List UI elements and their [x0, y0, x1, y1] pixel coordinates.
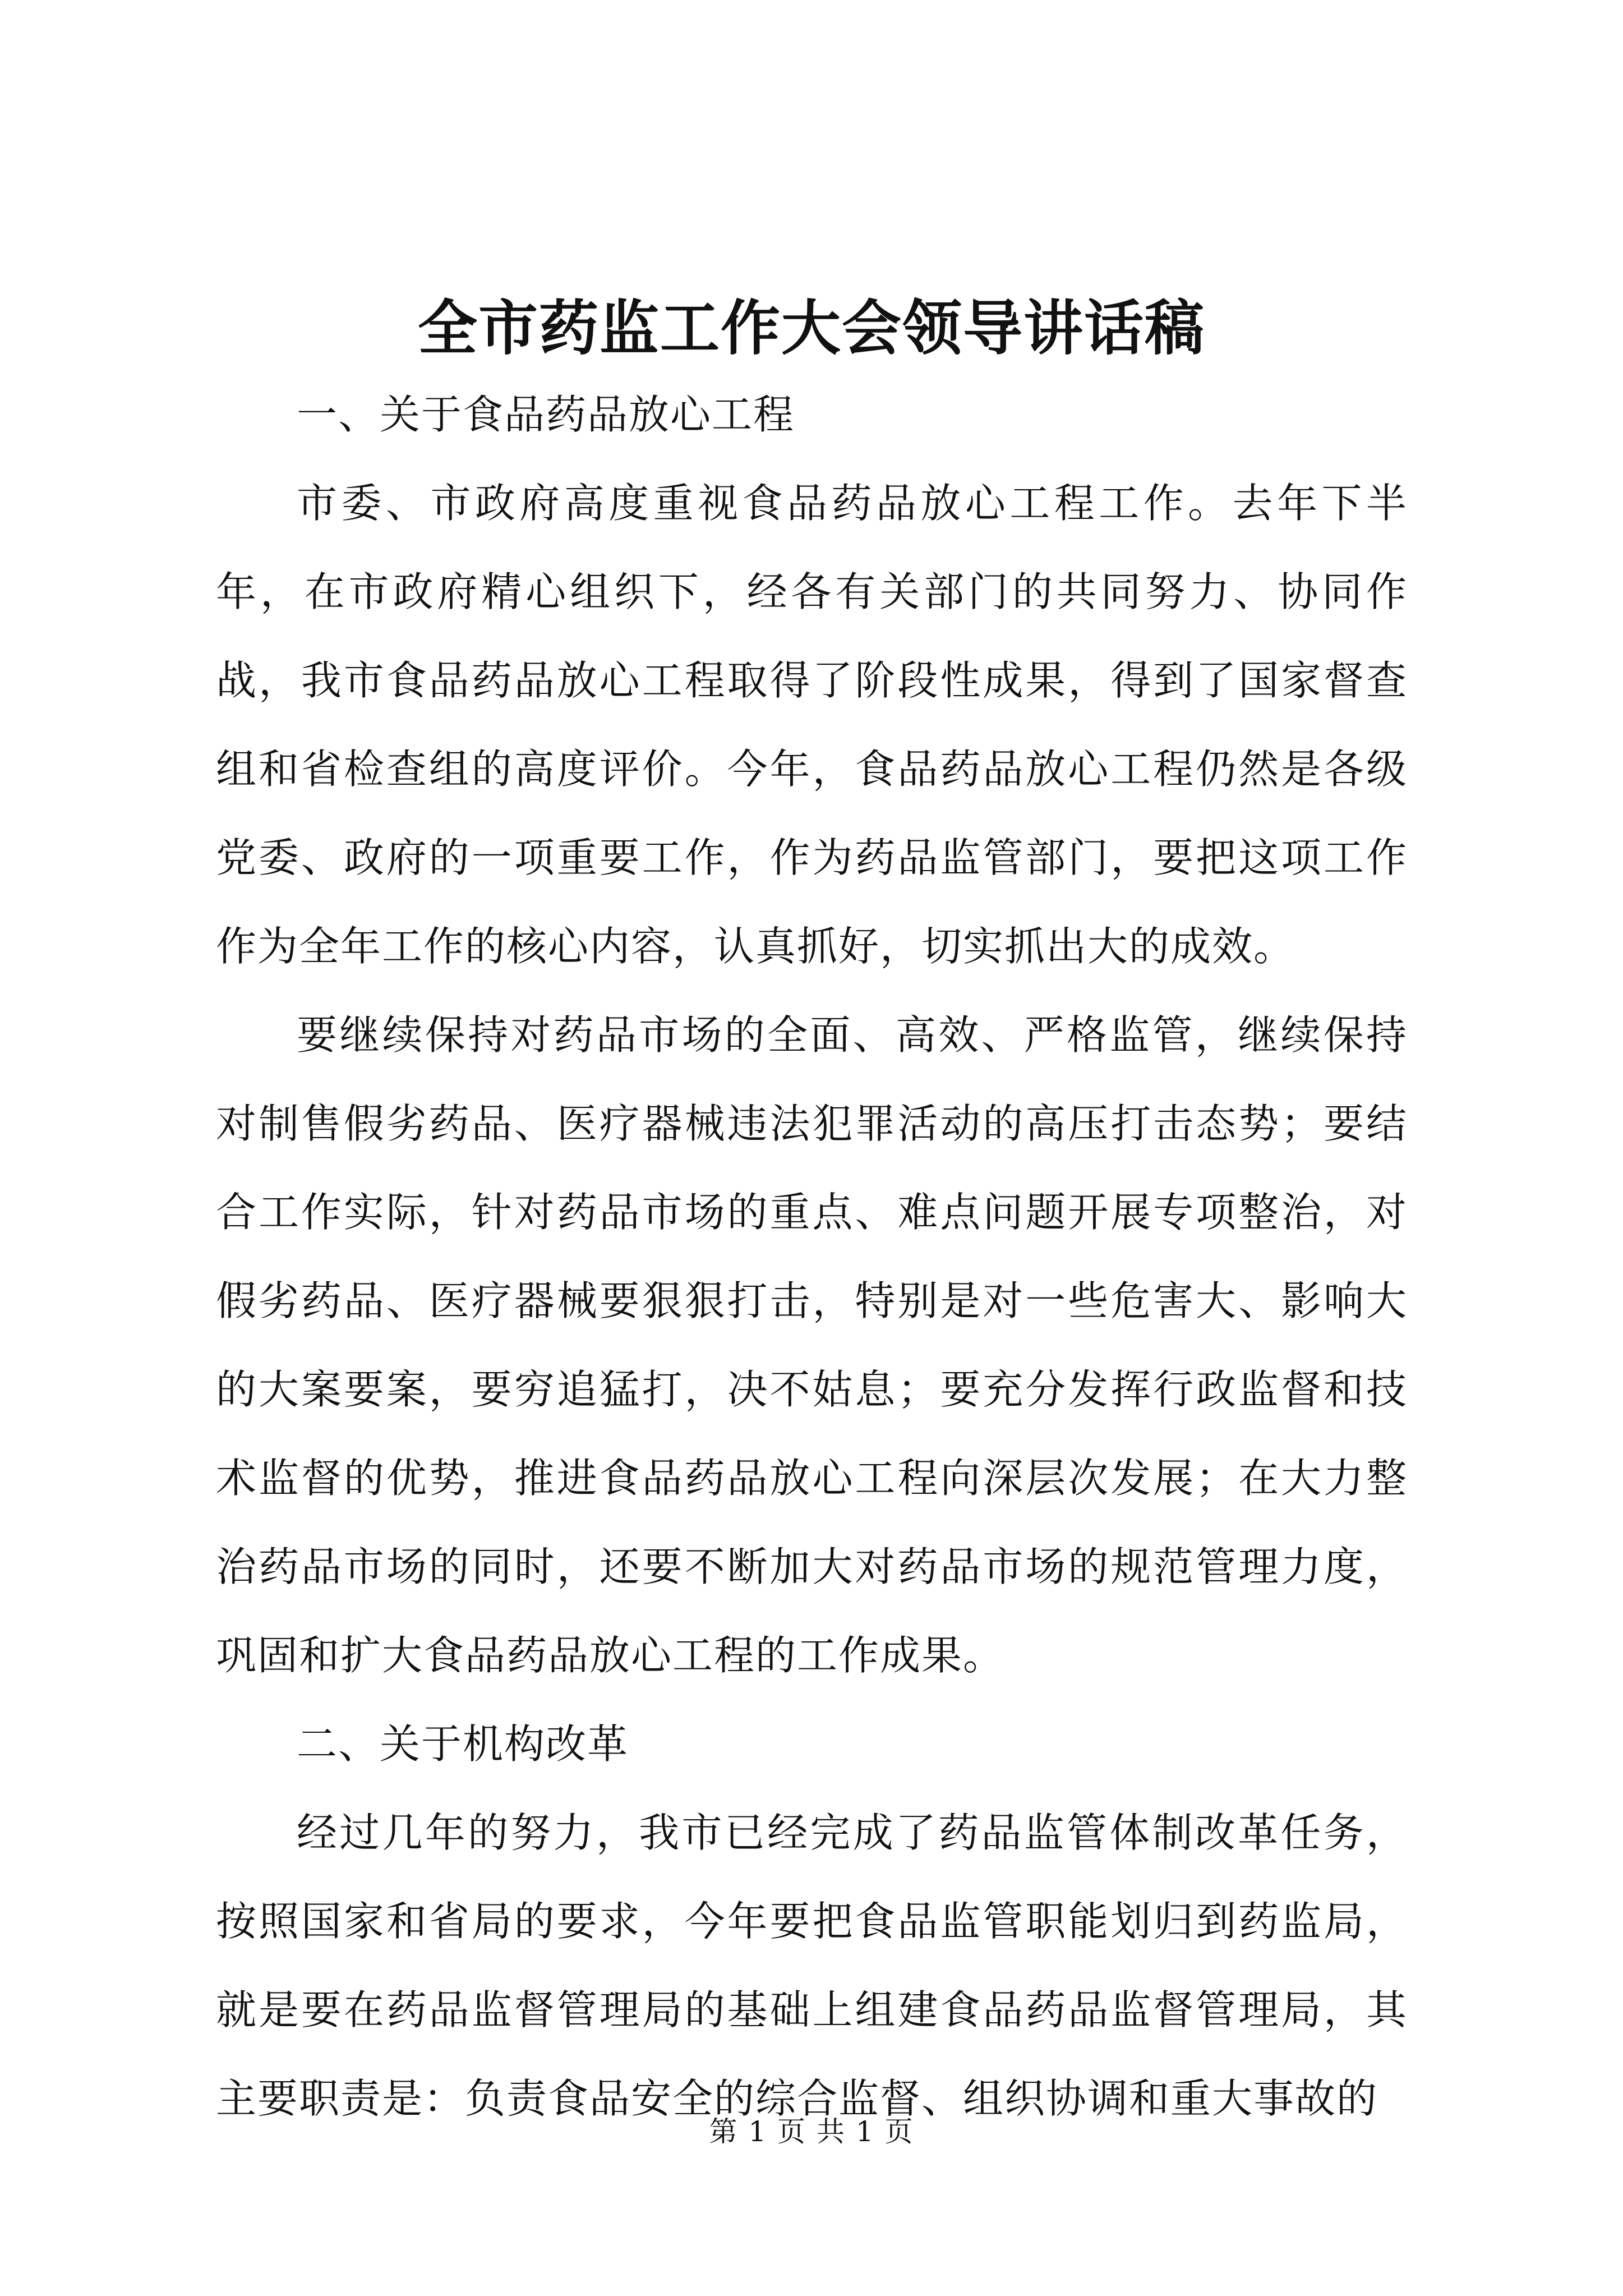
page-footer: 第 1 页 共 1 页 — [709, 2115, 914, 2148]
document-title: 全市药监工作大会领导讲话稿 — [418, 293, 1205, 363]
document-body — [216, 370, 1408, 2143]
paragraph-food-drug-safety-overview: 市委、市政府高度重视食品药品放心工程工作。去年下半年，在市政府精心组织下，经各有关部门的共同努力、协同作战，我市食品药品放心工程取得了阶段性成果，得到了国家督查组和省检查组的高度评价。今年，食品药品放心工程仍然是各级党委、政府的一项重要工作，作为药品监管部门，要把这项工作作为全年工作的核心内容，认真抓好，切实抓出大的成效。 — [216, 480, 1408, 970]
section-heading-food-drug-safety: 一、关于食品药品放心工程 — [297, 391, 795, 438]
paragraph-institutional-reform: 经过几年的努力，我市已经完成了药品监管体制改革任务，按照国家和省局的要求，今年要把食品监管职能划归到药监局，就是要在药品监督管理局的基础上组建食品药品监督管理局，其主要职责是：负责食品安全的综合监督、组织协调和重大事故的 — [216, 1809, 1408, 2122]
section-heading-institutional-reform: 二、关于机构改革 — [297, 1720, 629, 1768]
paragraph-market-supervision: 要继续保持对药品市场的全面、高效、严格监管，继续保持对制售假劣药品、医疗器械违法犯罪活动的高压打击态势；要结合工作实际，针对药品市场的重点、难点问题开展专项整治，对假劣药品、医疗器械要狠狠打击，特别是对一些危害大、影响大的大案要案，要穷追猛打，决不姑息；要充分发挥行政监督和技术监督的优势，推进食品药品放心工程向深层次发展；在大力整治药品市场的同时，还要不断加大对药品市场的规范管理力度，巩固和扩大食品药品放心工程的工作成果。 — [216, 1011, 1408, 1679]
